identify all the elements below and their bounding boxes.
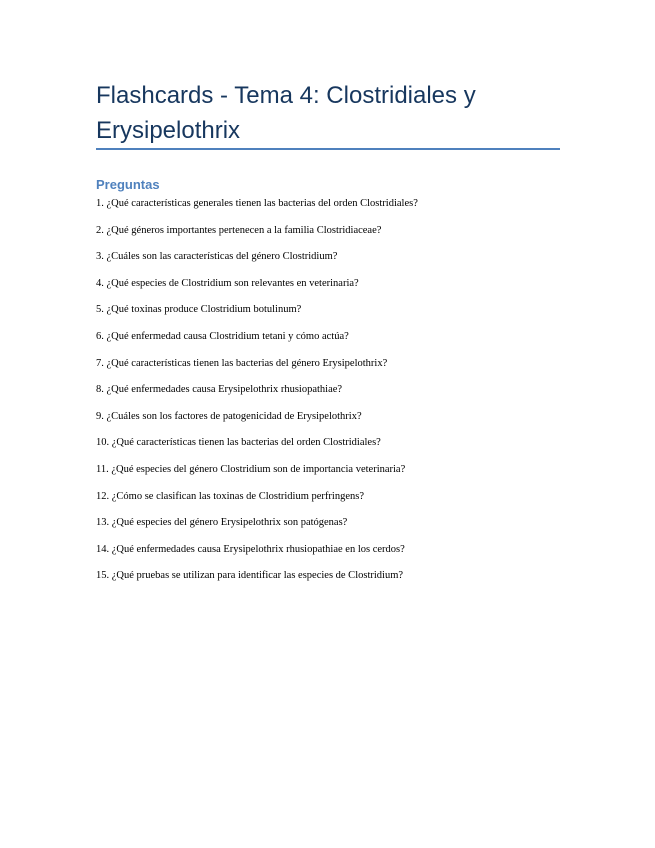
question-item: 6. ¿Qué enfermedad causa Clostridium tetani y cómo actúa? [96,330,349,342]
question-item: 8. ¿Qué enfermedades causa Erysipelothrix rhusiopathiae? [96,384,343,396]
title-underline-divider [96,148,560,150]
question-item: 10. ¿Qué características tienen las bacterias del orden Clostridiales? [96,437,381,449]
question-item: 3. ¿Cuáles son las características del género Clostridium? [96,251,338,263]
question-item: 12. ¿Cómo se clasifican las toxinas de Clostridium perfringens? [96,490,364,502]
question-item: 13. ¿Qué especies del género Erysipelothrix son patógenas? [96,517,348,529]
questions-list [96,196,566,595]
question-item: 9. ¿Cuáles son los factores de patogenicidad de Erysipelothrix? [96,410,362,422]
question-item: 5. ¿Qué toxinas produce Clostridium botulinum? [96,304,302,316]
title-line-1: Flashcards - Tema 4: Clostridiales y [96,82,476,109]
title-line-2: Erysipelothrix [96,117,241,144]
question-item: 2. ¿Qué géneros importantes pertenecen a la familia Clostridiaceae? [96,224,382,236]
question-item: 7. ¿Qué características tienen las bacterias del género Erysipelothrix? [96,357,388,369]
question-item: 4. ¿Qué especies de Clostridium son relevantes en veterinaria? [96,277,359,289]
question-item: 14. ¿Qué enfermedades causa Erysipelothrix rhusiopathiae en los cerdos? [96,543,405,555]
section-heading-preguntas: Preguntas [96,177,160,192]
question-item: 11. ¿Qué especies del género Clostridium son de importancia veterinaria? [96,463,406,475]
document-title [96,78,566,148]
question-item: 1. ¿Qué características generales tienen las bacterias del orden Clostridiales? [96,198,418,209]
question-item: 15. ¿Qué pruebas se utilizan para identificar las especies de Clostridium? [96,570,404,582]
